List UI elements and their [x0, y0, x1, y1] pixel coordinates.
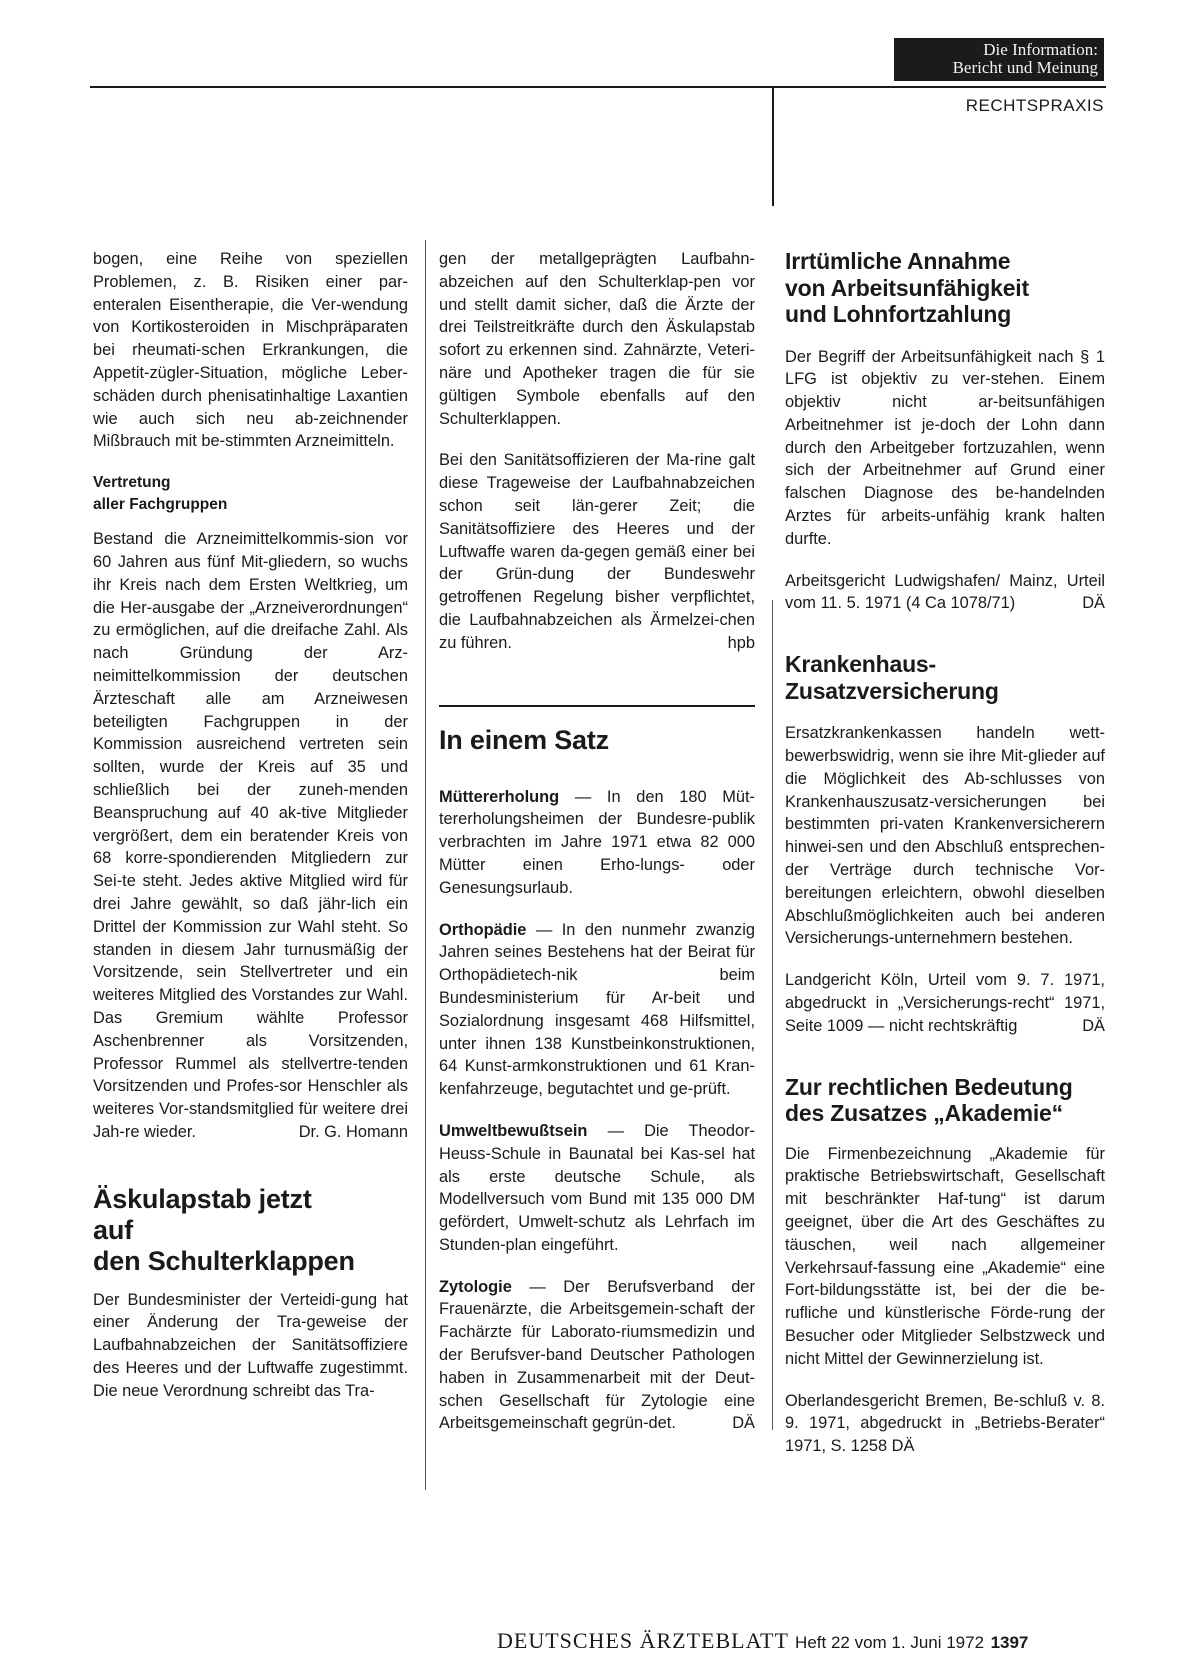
- page-number: 1397: [990, 1633, 1029, 1652]
- signature-da: DÄ: [732, 1414, 755, 1433]
- journal-name: DEUTSCHES ÄRZTEBLATT: [497, 1628, 789, 1653]
- article-title-askulapstab: [93, 1184, 408, 1277]
- title-line-1: Krankenhaus-: [785, 651, 936, 678]
- satz-item: [439, 919, 755, 1101]
- title-line-2: auf: [93, 1214, 133, 1245]
- subheading-line-2: aller Fachgruppen: [93, 496, 228, 514]
- column-rule-right: [772, 600, 773, 1430]
- column-1: [93, 248, 408, 1403]
- title-line-1: Zur rechtlichen Bedeutung: [785, 1073, 1073, 1100]
- title-line-2: von Arbeitsunfähigkeit: [785, 274, 1029, 301]
- akademie-paragraph: Die Firmenbezeichnung „Akademie für praktische Betriebswirtschaft, Gesellschaft mit beschränkter Haf-tung“ ist darum geeignet, über die Art des Geschäftes zu täuschen, weil nach allgemeiner Verkehrsauf-fassung eine „Akademie“ eine Fort-bildungsstätte ist, bei der die be-rufliche und künstlerische Förde-rung der Besucher oder Mitglieder Selbstzweck und nicht Mittel der Gewinnerzielung ist.: [785, 1144, 1105, 1368]
- satz-item-lead: Zytologie: [439, 1277, 512, 1296]
- subheading-fachgruppen: [93, 472, 408, 516]
- satz-item-lead: Umweltbewußtsein: [439, 1121, 588, 1140]
- section-title-satz: In einem Satz: [439, 724, 609, 755]
- header-rule: [90, 86, 1106, 88]
- column-2: [439, 248, 755, 1435]
- satz-item-lead: Müttererholung: [439, 787, 560, 806]
- column-rule-left: [425, 240, 426, 1490]
- satz-rule: [439, 705, 755, 707]
- reference-text: Landgericht Köln, Urteil vom 9. 7. 1971, abgedruckt in „Versicherungs-recht“ 1971, Seite 1009 — nicht rechtskräftig: [785, 971, 1105, 1035]
- article-title-arbeitsunfaehigkeit: [785, 248, 1105, 328]
- signature-da: DÄ: [891, 1437, 915, 1456]
- askulapstab-continued-2-text: Bei den Sanitätsoffizieren der Ma-rine galt diese Trageweise der Laufbahnabzeichen schon seit län-gerer Zeit; die Sanitätsoffiziere des Heeres und der Luftwaffe waren da-gegen gemäß einer bei der Grün-dung der Bundeswehr getroffenen Regelung bisher verpflichtet, die Laufbahnabzeichen als Ärmelzei-chen zu führen.: [439, 451, 755, 652]
- zusatzversicherung-reference: [785, 969, 1105, 1037]
- title-line-1: Irrtümliche Annahme: [785, 248, 1011, 274]
- satz-item: [439, 1276, 755, 1436]
- column-3: [785, 248, 1105, 1458]
- askulapstab-continued-2: [439, 449, 755, 654]
- issue-info: Heft 22 vom 1. Juni 1972: [795, 1633, 985, 1652]
- fachgruppen-text: Bestand die Arzneimittelkommis-sion vor 60 Jahren aus fünf Mit-gliedern, so wuchs ihr Kreis nach dem Ersten Weltkrieg, um die Her-ausgabe der „Arzneiverordnungen“ zu ermöglichen, auf die dreifache Zahl. Als nach Gründung der Arz-neimittelkommission der deutschen Ärzteschaft alle am Arzneiwesen beteiligten Fachgruppen in der Kommission ausreichend vertreten sein sollten, wurde der Kreis auf 35 und schließlich bei der zuneh-menden Beanspruchung auf 40 ak-tive Mitglieder vergrößert, dem ein beratender Kreis von 68 korre-spondierenden Mitgliedern zur Sei-te steht. Jedes aktive Mitglied wird für drei Jahre gewählt, so daß jähr-lich ein Drittel der Kommission zur Wahl steht. So standen in diesem Jahr turnusmäßig der Vorsitzende, sein Stellvertreter und ein weiteres Mitglied des Vorstandes zur Wahl. Das Gremium wählte Professor Aschenbrenner als Vorsitzenden, Professor Rummel als stellvertre-tenden Vorsitzenden und Profes-sor Henschler als weiteres Vor-standsmitglied für weitere drei Jah-re wieder.: [93, 530, 408, 1141]
- akademie-reference: [785, 1390, 1105, 1458]
- satz-item: [439, 1120, 755, 1257]
- reference-text: Arbeitsgericht Ludwigshafen/ Mainz, Urteil vom 11. 5. 1971 (4 Ca 1078/71): [785, 571, 1105, 613]
- signature-hpb: hpb: [727, 633, 755, 652]
- masthead-box: [894, 38, 1104, 81]
- askulapstab-continued-1: gen der metallgeprägten Laufbahn-abzeichen auf den Schulterklap-pen vor und stellt damit sicher, daß die Ärzte der drei Teilstreitkräfte durch den Äskulapstab sofort zu erkennen sind. Zahnärzte, Veteri-näre und Apotheker tragen die für sie gültigen Symbole ebenfalls auf den Schulterklappen.: [439, 250, 755, 428]
- title-line-2: Zusatzversicherung: [785, 677, 999, 704]
- satz-item-text: — Die Theodor-Heuss-Schule in Baunatal bei Kas-sel hat als erste deutsche Schule, als Modellversuch vom Bund mit 135 000 DM gefördert, Umwelt-schutz als Lehrfach im Stunden-plan eingeführt.: [439, 1121, 755, 1254]
- page-footer: [497, 1628, 1028, 1654]
- satz-item-text: — Der Berufsverband der Frauenärzte, die Arbeitsgemein-schaft der Fachärzte für Laborato-riumsmedizin und der Berufsver-band Deutscher Pathologen haben in Zusammenarbeit mit der Deut-schen Gesellschaft für Zytologie eine Arbeitsgemeinschaft gegrün-det.: [439, 1277, 755, 1433]
- title-line-3: den Schulterklappen: [93, 1245, 355, 1276]
- title-line-1: Äskulapstab jetzt: [93, 1183, 312, 1214]
- masthead-line2: Bericht und Meinung: [952, 58, 1098, 77]
- article-title-zusatzversicherung: [785, 651, 1105, 704]
- zusatzversicherung-paragraph: Ersatzkrankenkassen handeln wett-bewerbswidrig, wenn sie ihre Mit-glieder auf die Möglichkeit des Ab-schlusses von Krankenhauszusatz-versicherungen bei bestimmten pri-vaten Krankenversicherern hinwei-sen und den Abschluß entsprechen-der Verträge durch technische Vor-bereitungen erleichtern, obwohl dieselben Abschlußmöglichkeiten auch bei anderen Versicherungs-unternehmern bestehen.: [785, 724, 1105, 948]
- intro-paragraph: bogen, eine Reihe von speziellen Problemen, z. B. Risiken einer par-enteralen Eisentherapie, die Ver-wendung von Kortikosteroiden in Mischpräparaten bei rheumati-schen Erkrankungen, die Appetit-zügler-Situation, mögliche Leber-schäden durch phenisatinhaltige Laxantien wie auch sich neu ab-zeichnender Mißbrauch mit be-stimmten Arzneimitteln.: [93, 250, 408, 451]
- title-line-2: des Zusatzes „Akademie“: [785, 1100, 1063, 1127]
- masthead-line1: Die Information:: [983, 40, 1098, 59]
- fachgruppen-paragraph: [93, 528, 408, 1144]
- askulapstab-paragraph: Der Bundesminister der Verteidi-gung hat einer Änderung der Tra-geweise der Laufbahnabzeichen der Sanitätsoffiziere des Heeres und der Luftwaffe zugestimmt. Die neue Verordnung schreibt das Tra-: [93, 1290, 408, 1400]
- arbeitsunfaehigkeit-reference: [785, 570, 1105, 616]
- satz-item: [439, 786, 755, 900]
- subheading-line-1: Vertretung: [93, 474, 171, 492]
- article-title-akademie: [785, 1074, 1105, 1127]
- arbeitsunfaehigkeit-paragraph: Der Begriff der Arbeitsunfähigkeit nach § 1 LFG ist objektiv zu ver-stehen. Einem objektiv nicht ar-beitsunfähigen Arbeitnehmer ist je-doch der Lohn dann durch den Arbeitgeber fortzuzahlen, wenn sich der Arbeitnehmer auf Grund einer falschen Diagnose des be-handelnden Arztes für arbeits-unfähig krank halten durfte.: [785, 347, 1105, 548]
- satz-item-text: — In den nunmehr zwanzig Jahren seines Bestehens hat der Beirat für Orthopädietech-nik beim Bundesministerium für Ar-beit und Sozialordnung insgesamt 468 Hilfsmittel, unter ihnen 138 Kunstbeinkonstruktionen, 64 Kunst-armkonstruktionen und 61 Kran-kenfahrzeuge, begutachtet und ge-prüft.: [439, 920, 755, 1099]
- title-line-3: und Lohnfortzahlung: [785, 301, 1012, 327]
- section-label: RECHTSPRAXIS: [965, 96, 1104, 115]
- satz-item-text: — In den 180 Müt-tererholungsheimen der Bundesre-publik verbrachten im Jahre 1971 etwa 82 000 Mütter einen Erho-lungs- oder Genesungsurlaub.: [439, 787, 755, 897]
- signature-da: DÄ: [1082, 594, 1105, 613]
- satz-item-lead: Orthopädie: [439, 920, 527, 939]
- author-signature: Dr. G. Homann: [298, 1122, 408, 1141]
- signature-da: DÄ: [1082, 1016, 1105, 1035]
- header-divider: [772, 86, 774, 206]
- reference-text: Oberlandesgericht Bremen, Be-schluß v. 8. 9. 1971, abgedruckt in „Betriebs-Berater“ 1971, S. 1258: [785, 1391, 1105, 1456]
